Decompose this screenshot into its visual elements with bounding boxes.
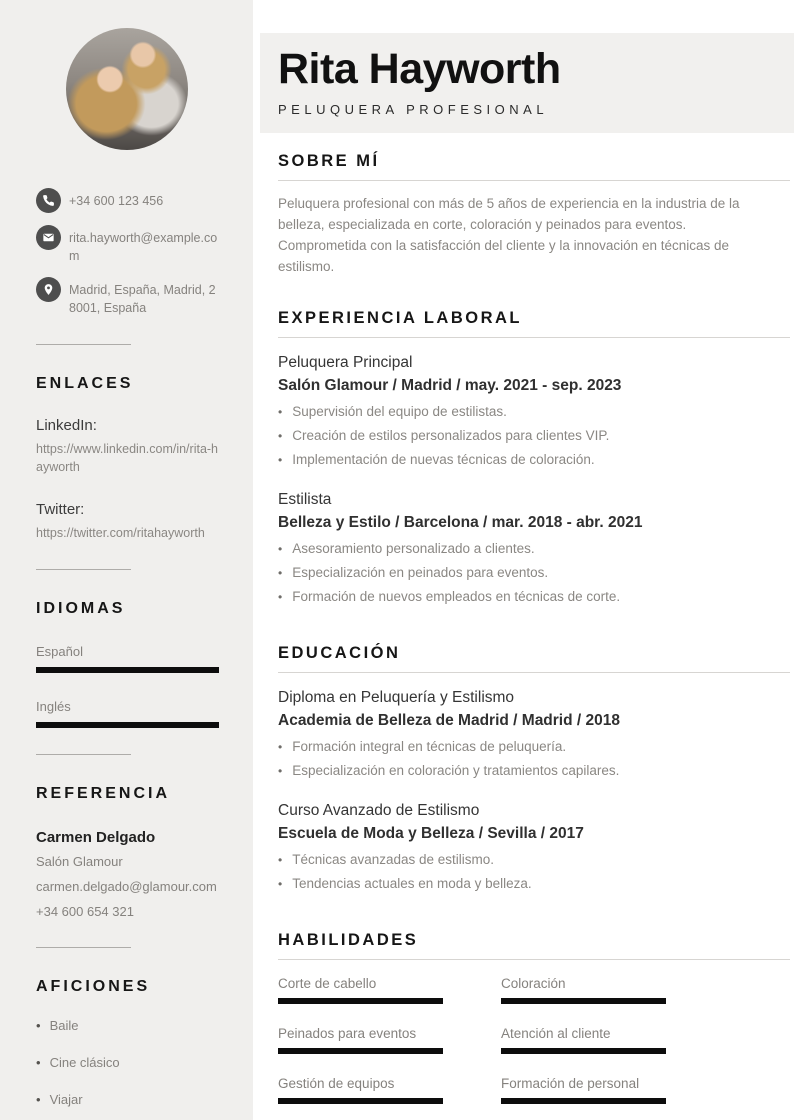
degree-bullet: • Formación integral en técnicas de peluquería. <box>278 739 790 754</box>
reference-company: Salón Glamour <box>36 853 123 869</box>
contact-section <box>36 188 219 318</box>
skill-item <box>501 1026 724 1054</box>
job-meta: Salón Glamour / Madrid / may. 2021 - sep. 2023 <box>278 376 622 394</box>
language-item-english <box>36 699 219 728</box>
section-rule <box>278 959 790 960</box>
header-band <box>260 33 794 133</box>
language-level-bar <box>36 722 219 728</box>
job-title: Estilista <box>278 490 332 508</box>
skills-grid <box>278 976 790 1104</box>
degree-bullet: • Técnicas avanzadas de estilismo. <box>278 852 790 867</box>
section-rule <box>278 672 790 673</box>
hobby-item: • Baile <box>36 1018 219 1033</box>
main-content <box>253 152 794 1104</box>
profile-photo <box>66 28 188 150</box>
skill-label: Corte de cabello <box>278 975 377 991</box>
linkedin-url-link[interactable]: https://www.linkedin.com/in/rita-hayworth <box>36 441 219 475</box>
skill-item <box>278 1026 501 1054</box>
linkedin-label: LinkedIn: <box>36 416 97 434</box>
job-bullet: • Especialización en peinados para eventos. <box>278 565 790 580</box>
degree-title: Curso Avanzado de Estilismo <box>278 801 480 819</box>
job-bullet: • Supervisión del equipo de estilistas. <box>278 404 790 419</box>
degree-meta: Academia de Belleza de Madrid / Madrid / 2018 <box>278 711 620 729</box>
languages-section-heading: IDIOMAS <box>36 599 126 617</box>
location-text: Madrid, España, Madrid, 28001, España <box>69 283 216 316</box>
job-bullet: • Formación de nuevos empleados en técnicas de corte. <box>278 589 790 604</box>
job-meta: Belleza y Estilo / Barcelona / mar. 2018 - abr. 2021 <box>278 513 643 531</box>
skill-level-bar <box>501 998 666 1004</box>
contact-row-location <box>36 277 219 317</box>
photo-wrapper <box>24 28 229 150</box>
phone-number: +34 600 123 456 <box>69 194 164 208</box>
skill-level-bar <box>278 1048 443 1054</box>
person-job-title: PELUQUERA PROFESIONAL <box>278 102 549 118</box>
skill-label: Peinados para eventos <box>278 1025 417 1041</box>
reference-email: carmen.delgado@glamour.com <box>36 878 217 894</box>
sidebar-divider <box>36 569 131 570</box>
reference-section-heading: REFERENCIA <box>36 784 171 802</box>
hobbies-section-heading: AFICIONES <box>36 978 151 996</box>
education-section-heading: EDUCACIÓN <box>278 643 401 662</box>
skill-item <box>501 976 724 1004</box>
job-title: Peluquera Principal <box>278 353 413 371</box>
job-bullet: • Asesoramiento personalizado a clientes. <box>278 541 790 556</box>
sidebar-divider <box>36 344 131 345</box>
skills-section-heading: HABILIDADES <box>278 930 419 949</box>
about-text: Peluquera profesional con más de 5 años de experiencia en la industria de la belleza, especializada en corte, coloración y peinados para eventos. Comprometida con la satisfacción del cliente y la innovación en técnicas de estilismo. <box>278 196 740 274</box>
degree-meta: Escuela de Moda y Belleza / Sevilla / 2017 <box>278 824 584 842</box>
experience-entry <box>278 491 790 604</box>
education-entry <box>278 802 790 891</box>
language-name: Español <box>36 643 83 659</box>
link-item-twitter <box>36 501 219 543</box>
skill-item <box>278 1076 501 1104</box>
degree-title: Diploma en Peluquería y Estilismo <box>278 688 515 706</box>
main-column <box>253 0 794 1120</box>
sidebar-divider <box>36 947 131 948</box>
hobby-item: • Cine clásico <box>36 1055 219 1070</box>
job-bullet: • Implementación de nuevas técnicas de coloración. <box>278 452 790 467</box>
reference-phone: +34 600 654 321 <box>36 904 134 920</box>
skill-label: Atención al cliente <box>501 1025 611 1041</box>
language-name: Inglés <box>36 698 71 714</box>
skill-item <box>501 1076 724 1104</box>
section-rule <box>278 180 790 181</box>
link-item-linkedin <box>36 417 219 478</box>
contact-row-phone <box>36 188 219 213</box>
links-section-heading: ENLACES <box>36 374 134 392</box>
skill-level-bar <box>501 1098 666 1104</box>
reference-name: Carmen Delgado <box>36 828 156 846</box>
email-icon <box>36 225 61 250</box>
twitter-url-link[interactable]: https://twitter.com/ritahayworth <box>36 526 205 540</box>
language-level-bar <box>36 667 219 673</box>
skill-label: Coloración <box>501 975 566 991</box>
skill-item <box>278 976 501 1004</box>
sidebar <box>0 0 253 1120</box>
phone-icon <box>36 188 61 213</box>
hobby-item: • Viajar <box>36 1092 219 1107</box>
skill-label: Formación de personal <box>501 1075 640 1091</box>
sidebar-divider <box>36 754 131 755</box>
skill-level-bar <box>278 998 443 1004</box>
contact-row-email <box>36 225 219 265</box>
experience-section-heading: EXPERIENCIA LABORAL <box>278 308 522 327</box>
twitter-label: Twitter: <box>36 501 85 518</box>
experience-entry <box>278 354 790 467</box>
section-rule <box>278 337 790 338</box>
person-name: Rita Hayworth <box>278 45 561 93</box>
degree-bullet: • Especialización en coloración y tratamientos capilares. <box>278 763 790 778</box>
skill-label: Gestión de equipos <box>278 1075 395 1091</box>
email-address: rita.hayworth@example.com <box>69 231 218 264</box>
location-icon <box>36 277 61 302</box>
skill-level-bar <box>501 1048 666 1054</box>
skill-level-bar <box>278 1098 443 1104</box>
about-section-heading: SOBRE MÍ <box>278 152 380 171</box>
job-bullet: • Creación de estilos personalizados para clientes VIP. <box>278 428 790 443</box>
language-item-spanish <box>36 644 219 673</box>
education-entry <box>278 689 790 778</box>
degree-bullet: • Tendencias actuales en moda y belleza. <box>278 876 790 891</box>
